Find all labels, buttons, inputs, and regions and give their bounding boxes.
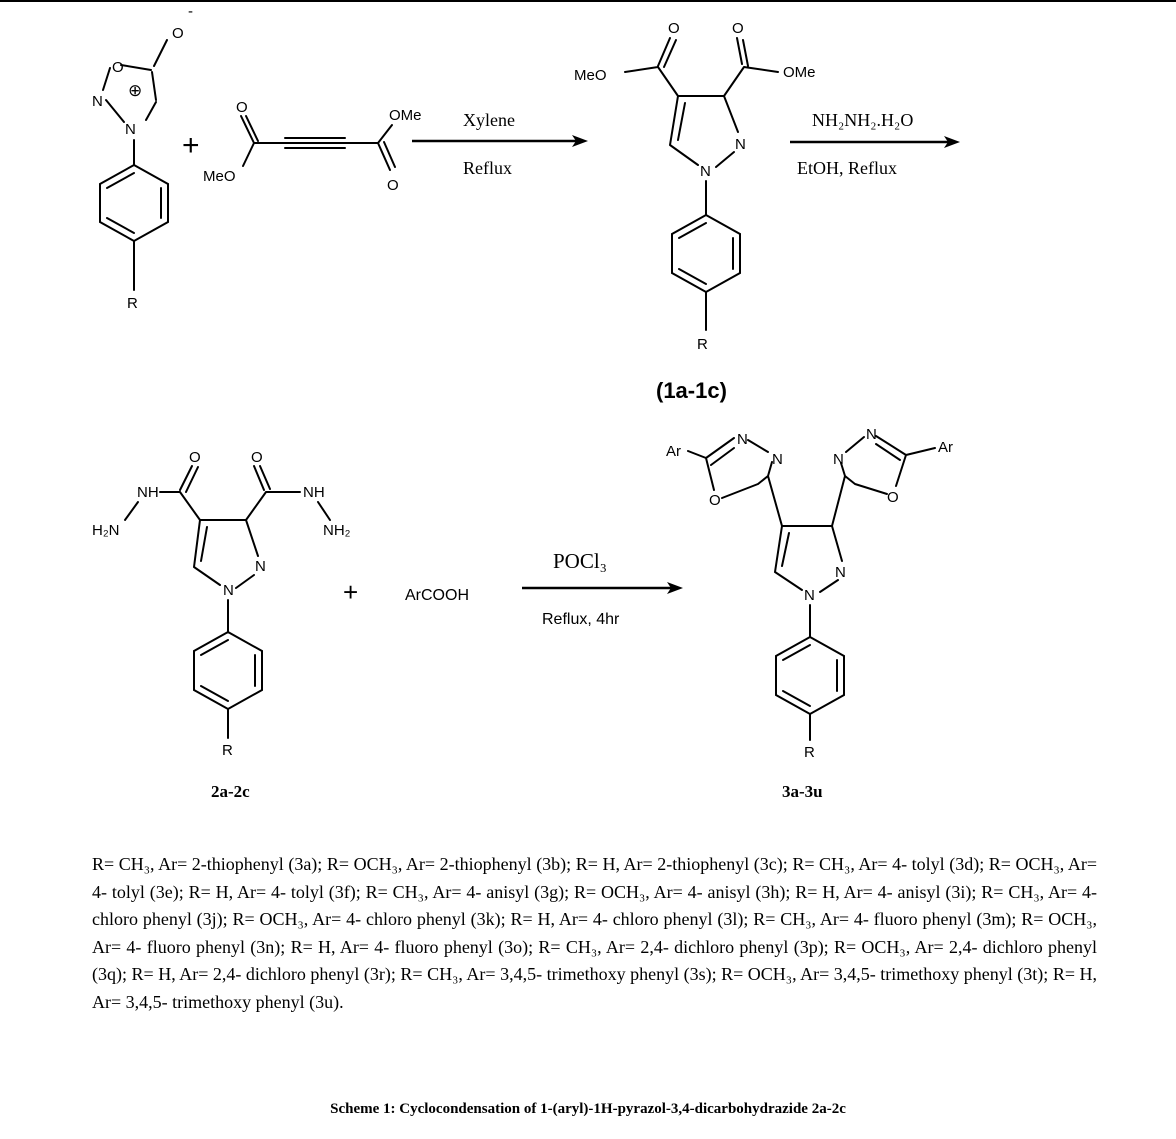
compound-label-1a-1c: (1a-1c) [656, 378, 727, 403]
pyrazole-diester-product [574, 20, 816, 403]
p3-phenyl-bonds [776, 637, 844, 740]
bis-oxadiazole-product [666, 426, 953, 801]
atom-p1-r: R [697, 336, 708, 353]
reagent-hydrazine-hydrate: NH₂NH₂.H₂O [812, 110, 914, 130]
atom-p3-n1: N [804, 587, 815, 604]
atom-p3-oxygen-right: O [887, 489, 899, 506]
atom-i2-ring-nitrogen: N [255, 558, 266, 575]
atom-ring-nitrogen-2: N [125, 121, 136, 138]
positive-charge-symbol: ⊕ [128, 81, 143, 100]
condition-reflux-4hr: Reflux, 4hr [542, 611, 620, 628]
condition-reflux: Reflux [463, 158, 512, 178]
atom-ring-oxygen: O [112, 59, 124, 76]
sydnone-phenyl-bonds [100, 165, 168, 290]
p3-oxadiazole-left-bonds [688, 438, 782, 526]
atom-p3-n-b: N [772, 451, 783, 468]
p3-pyrazole-bonds [775, 526, 842, 637]
reagent-pocl3: POCl₃ [553, 549, 608, 573]
dicarbohydrazide-intermediate [92, 449, 351, 801]
substituent-legend-paragraph: R= CH₃, Ar= 2-thiophenyl (3a); R= OCH₃, Ar= 2-thiophenyl (3b); R= H, Ar= 2-thiophenyl (3c); R= CH₃, Ar= 4- tolyl (3d); R= OCH₃, Ar= 4- tolyl (3e); R= H, Ar= 4- tolyl (3f); R= CH₃, Ar= 4- anisyl (3g); R= OCH₃, Ar= 4- anisyl (3h); R= H, Ar= 4- anisyl (3i); R= CH₃, Ar= 4- chloro phenyl (3j); R= OCH₃, Ar= 4- chloro phenyl (3k); R= H, Ar= 4- chloro phenyl (3l); R= CH₃, Ar= 4- fluoro phenyl (3m); R= OCH₃, Ar= 4- fluoro phenyl (3n); R= H, Ar= 4- fluoro phenyl (3o); R= CH₃, Ar= 2,4- dichloro phenyl (3p); R= OCH₃, Ar= 2,4- dichloro phenyl (3q); R= H, Ar= 2,4- dichloro phenyl (3r); R= CH₃, Ar= 3,4,5- trimethoxy phenyl (3s); R= OCH₃, Ar= 3,4,5- trimethoxy phenyl (3t); R= H, Ar= 3,4,5- trimethoxy phenyl (3u). [92, 854, 1097, 1012]
reaction-arrow-2 [790, 110, 960, 178]
plus-sign-2: + [343, 577, 359, 607]
atom-i2-nh2: NH₂ [323, 522, 351, 539]
atom-i2-nh-left: NH [137, 484, 159, 501]
atom-p3-n-c: N [866, 426, 877, 443]
reaction-arrow-1 [412, 110, 588, 178]
atom-p1-oxygen-right: O [732, 20, 744, 37]
condition-etoh-reflux: EtOH, Reflux [797, 158, 897, 178]
sydnone-reactant [92, 3, 193, 312]
compound-label-3a-3u: 3a-3u [782, 782, 823, 801]
atom-r-substituent: R [127, 295, 138, 312]
atom-p3-oxygen-left: O [709, 492, 721, 509]
atom-ring-nitrogen-1: N [92, 93, 103, 110]
p1-pyrazole-bonds [625, 38, 778, 215]
atom-p1-meo: MeO [574, 67, 607, 84]
plus-sign-1: + [182, 129, 200, 162]
atom-dmad-ome: OMe [389, 107, 422, 124]
dmad-reactant [203, 99, 422, 194]
atom-p1-oxygen-left: O [668, 20, 680, 37]
atom-dmad-oxygen-top: O [236, 99, 248, 116]
atom-p3-n-d: N [833, 451, 844, 468]
atom-i2-n1: N [223, 582, 234, 599]
atom-i2-oxygen-left: O [189, 449, 201, 466]
atom-p3-n-a: N [737, 431, 748, 448]
reaction-arrow-3 [522, 549, 683, 628]
atom-exo-oxygen: O [172, 25, 184, 42]
i2-phenyl-bonds [194, 632, 262, 738]
scheme-caption: Scheme 1: Cyclocondensation of 1-(aryl)-1H-pyrazol-3,4-dicarbohydrazide 2a-2c [330, 1101, 846, 1117]
atom-p3-ring-nitrogen: N [835, 564, 846, 581]
atom-dmad-meo: MeO [203, 168, 236, 185]
atom-i2-r: R [222, 742, 233, 759]
atom-i2-nh-right: NH [303, 484, 325, 501]
atom-dmad-oxygen-bottom: O [387, 177, 399, 194]
atom-i2-h2n: H₂N [92, 522, 120, 539]
reactant-arcooh: ArCOOH [405, 587, 469, 604]
atom-i2-oxygen-right: O [251, 449, 263, 466]
p1-phenyl-bonds [672, 215, 740, 330]
compound-label-2a-2c: 2a-2c [211, 782, 250, 801]
atom-p1-ring-nitrogen: N [735, 136, 746, 153]
atom-p3-r: R [804, 744, 815, 761]
atom-p3-ar-left: Ar [666, 443, 681, 460]
atom-p1-n1: N [700, 163, 711, 180]
p3-oxadiazole-right-bonds [832, 436, 935, 526]
atom-p1-ome: OMe [783, 64, 816, 81]
atom-p3-ar-right: Ar [938, 439, 953, 456]
dmad-bonds [241, 116, 395, 170]
atom-charge-minus: - [188, 3, 193, 20]
reagent-xylene: Xylene [463, 110, 515, 130]
